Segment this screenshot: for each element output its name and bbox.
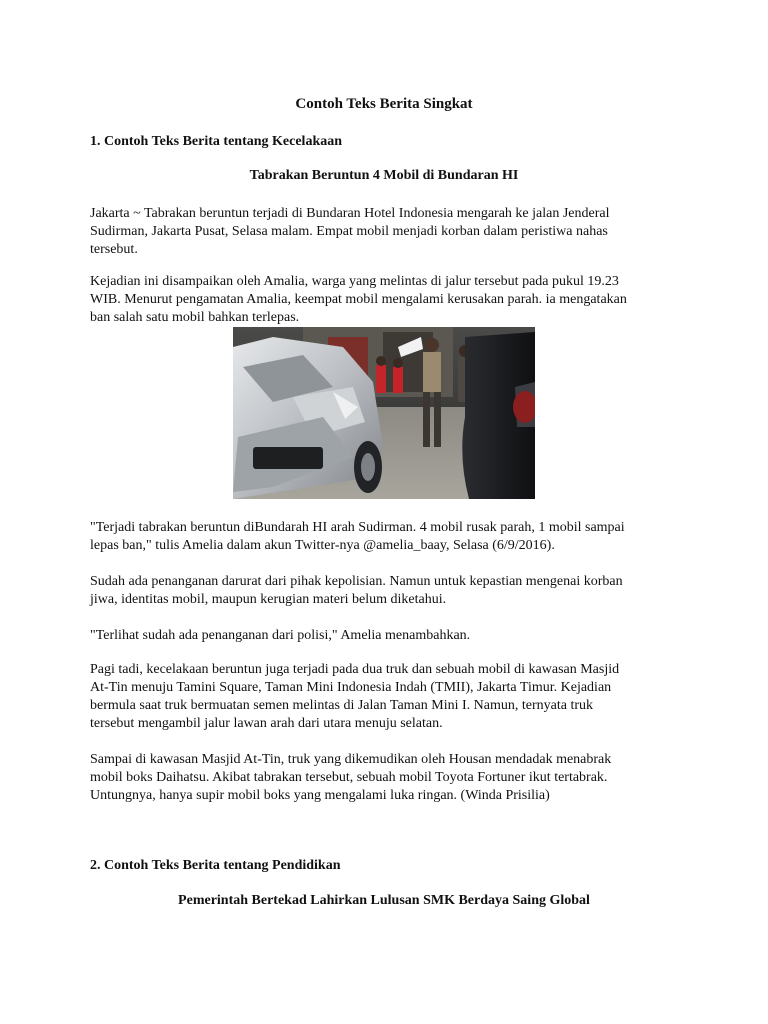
paragraph-line: tersebut.: [90, 242, 138, 257]
paragraph-5: [90, 627, 680, 645]
paragraph-1: [90, 205, 680, 259]
accident-photo-illustration: [233, 327, 535, 499]
paragraph-6: [90, 661, 680, 733]
document-title: Contoh Teks Berita Singkat: [295, 96, 473, 112]
paragraph-4: [90, 573, 680, 609]
paragraph-line: bermula saat truk bermuatan semen melintas di Jalan Taman Mini I. Namun, ternyata truk: [90, 698, 594, 713]
paragraph-line: tersebut mengambil jalur lawan arah dari utara menuju selatan.: [90, 716, 443, 731]
paragraph-2: [90, 273, 680, 327]
paragraph-line: Sudirman, Jakarta Pusat, Selasa malam. Empat mobil menjadi korban dalam peristiwa nahas: [90, 224, 608, 239]
paragraph-line: At-Tin menuju Tamini Square, Taman Mini Indonesia Indah (TMII), Jakarta Timur. Kejadian: [90, 680, 612, 695]
section-2-heading: 2. Contoh Teks Berita tentang Pendidikan: [90, 858, 341, 873]
paragraph-line: mobil boks Daihatsu. Akibat tabrakan tersebut, sebuah mobil Toyota Fortuner ikut tertabrak.: [90, 770, 608, 785]
accident-photo: [233, 327, 535, 499]
paragraph-line: "Terlihat sudah ada penanganan dari polisi," Amelia menambahkan.: [90, 628, 471, 643]
paragraph-line: Jakarta ~ Tabrakan beruntun terjadi di Bundaran Hotel Indonesia mengarah ke jalan Jenderal: [90, 206, 610, 221]
paragraph-line: Kejadian ini disampaikan oleh Amalia, warga yang melintas di jalur tersebut pada pukul 19.23: [90, 274, 619, 289]
section-1-heading: 1. Contoh Teks Berita tentang Kecelakaan: [90, 134, 343, 149]
paragraph-line: Sudah ada penanganan darurat dari pihak kepolisian. Namun untuk kepastian mengenai korban: [90, 574, 623, 589]
paragraph-line: WIB. Menurut pengamatan Amalia, keempat mobil mengalami kerusakan parah. ia mengatakan: [90, 292, 627, 307]
news-title-2: Pemerintah Bertekad Lahirkan Lulusan SMK Berdaya Saing Global: [178, 893, 590, 908]
paragraph-line: Sampai di kawasan Masjid At-Tin, truk yang dikemudikan oleh Housan mendadak menabrak: [90, 752, 612, 767]
paragraph-3: [90, 519, 680, 555]
paragraph-line: "Terjadi tabrakan beruntun diBundarah HI arah Sudirman. 4 mobil rusak parah, 1 mobil sampai: [90, 520, 625, 535]
paragraph-line: jiwa, identitas mobil, maupun kerugian materi belum diketahui.: [90, 592, 447, 607]
paragraph-line: Pagi tadi, kecelakaan beruntun juga terjadi pada dua truk dan sebuah mobil di kawasan Masjid: [90, 662, 620, 677]
paragraph-line: Untungnya, hanya supir mobil boks yang mengalami luka ringan. (Winda Prisilia): [90, 788, 550, 803]
paragraph-7: [90, 751, 680, 805]
news-title-1: Tabrakan Beruntun 4 Mobil di Bundaran HI: [249, 168, 519, 183]
paragraph-line: lepas ban," tulis Amelia dalam akun Twitter-nya @amelia_baay, Selasa (6/9/2016).: [90, 538, 555, 553]
paragraph-line: ban salah satu mobil bahkan terlepas.: [90, 310, 300, 325]
